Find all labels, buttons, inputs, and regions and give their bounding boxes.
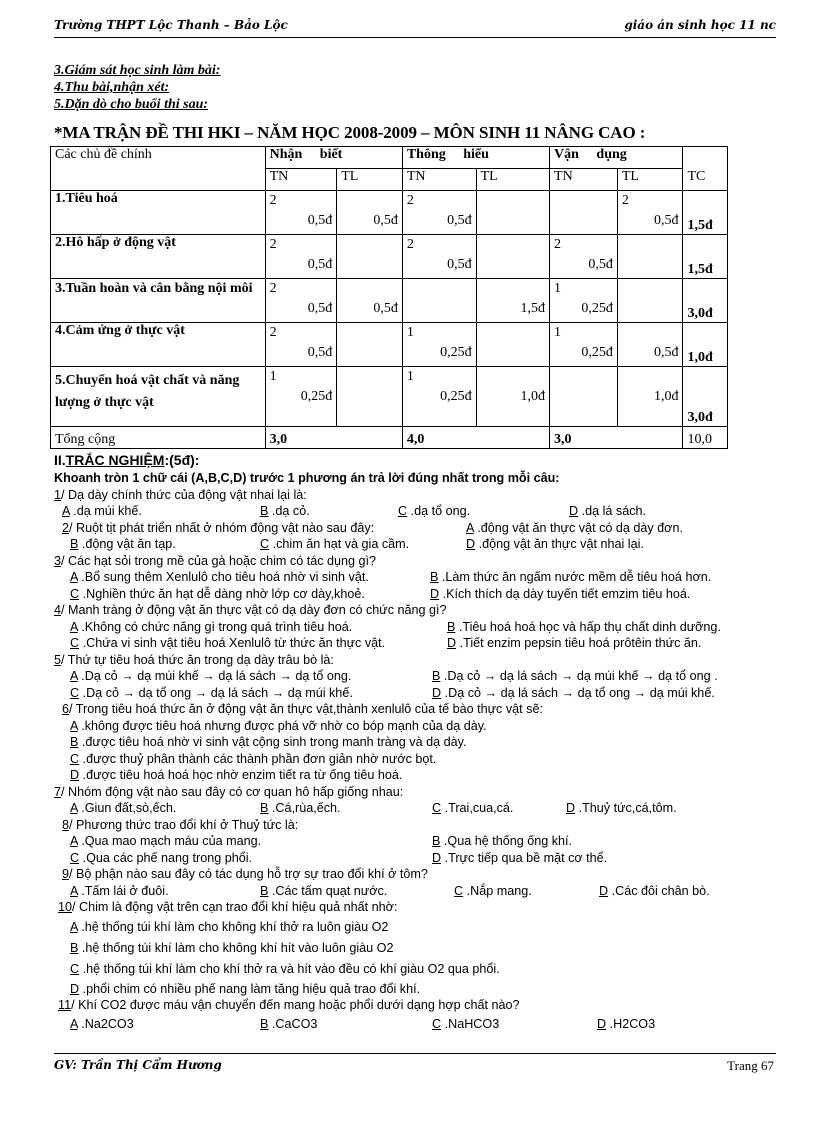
row-total: 3,0đ — [683, 367, 728, 427]
option: A .Na2CO3 — [70, 1017, 134, 1031]
options-row — [54, 619, 784, 636]
row-topic: 3.Tuần hoàn và cân bằng nội môi — [51, 279, 266, 323]
cell: 0,5đ — [617, 323, 683, 367]
matrix-row — [51, 323, 728, 367]
cell — [476, 191, 549, 235]
option: C .Dạ cỏ → dạ tổ ong → dạ lá sách → dạ múi khế. — [70, 685, 353, 700]
option: B .CaCO3 — [260, 1017, 318, 1031]
option: C .Trai,cua,cá. — [432, 801, 514, 815]
instruction: Khoanh tròn 1 chữ cái (A,B,C,D) trước 1 phương án trả lời đúng nhất trong mỗi câu: — [54, 471, 560, 485]
option: A .Bổ sung thêm Xenlulô cho tiêu hoá nhờ vi sinh vật. — [70, 570, 369, 584]
cell — [617, 235, 683, 279]
options-row — [54, 833, 784, 850]
option: C .NaHCO3 — [432, 1017, 500, 1031]
question: 3/ Các hạt sỏi trong mề của gà hoặc chim có tác dụng gì? — [54, 553, 377, 568]
option: A .Qua mao mạch máu của mang. — [70, 834, 262, 848]
matrix-row — [51, 235, 728, 279]
matrix-title: *MA TRẬN ĐỀ THI HKI – NĂM HỌC 2008-2009 – MÔN SINH 11 NÂNG CAO : — [54, 123, 646, 142]
option: C .hệ thống túi khí làm cho khí thở ra và hít vào đều có khí giàu O2 qua phổi. — [70, 961, 500, 976]
option: C .Qua các phế nang trong phổi. — [70, 850, 253, 865]
cell: 2 0,5đ — [402, 235, 476, 279]
total-tc: 10,0 — [683, 427, 728, 449]
page-number: Trang 67 — [727, 1058, 774, 1073]
cell — [337, 323, 403, 367]
cell: 0,5đ — [337, 279, 403, 323]
option: C .dạ tổ ong. — [398, 504, 471, 518]
option: B .Qua hệ thống ống khí. — [432, 834, 573, 848]
cell: 2 0,5đ — [617, 191, 683, 235]
footer-divider — [54, 1053, 776, 1054]
question: 10/ Chim là động vật trên cạn trao đổi khí hiệu quả nhất nhờ: — [58, 900, 398, 914]
cell: 2 0,5đ — [265, 279, 337, 323]
options-row — [54, 536, 784, 553]
step-5: 5.Dặn dò cho buổi thi sau: — [54, 97, 209, 112]
option: B .Làm thức ăn ngấm nước mềm dễ tiêu hoá hơn. — [430, 570, 712, 584]
questions-block — [54, 470, 784, 1033]
options-row — [54, 850, 784, 867]
question: 2/ Ruột tịt phát triển nhất ở nhóm động vật nào sau đây: A .động vật ăn thực vật có dạ dày đơn. — [62, 520, 683, 535]
options-row — [54, 586, 784, 603]
options-row — [54, 800, 784, 817]
option: A .Dạ cỏ → dạ múi khế → dạ lá sách → dạ tổ ong. — [70, 669, 352, 683]
option: A .động vật ăn thực vật có dạ dày đơn. — [466, 520, 683, 535]
option: D .dạ lá sách. — [569, 504, 647, 518]
cell: 2 0,5đ — [265, 323, 337, 367]
th-tl: TL — [476, 169, 549, 191]
cell: 1 0,25đ — [550, 279, 618, 323]
option: D .Trực tiếp qua bề mặt cơ thể. — [432, 850, 608, 865]
matrix-row — [51, 279, 728, 323]
options-row — [54, 685, 784, 702]
cell: 1 0,25đ — [402, 367, 476, 427]
option: B .Các tấm quạt nước. — [260, 883, 388, 898]
row-total: 1,0đ — [683, 323, 728, 367]
matrix-row — [51, 191, 728, 235]
row-topic: 4.Cảm ứng ở thực vật — [51, 323, 266, 367]
option: B .động vật ăn tạp. — [70, 537, 176, 551]
question: 11/ Khí CO2 được máu vận chuyển đến mang hoặc phổi dưới dạng hợp chất nào? — [58, 997, 520, 1012]
option: D .được tiêu hoá hoá học nhờ enzim tiết ra từ ống tiêu hoá. — [70, 768, 403, 782]
row-topic: 1.Tiêu hoá — [51, 191, 266, 235]
option: D .Thuỷ tức,cá,tôm. — [566, 801, 677, 815]
th-application: Vận dụng — [550, 147, 683, 169]
cell: 1,0đ — [476, 367, 549, 427]
cell: 1,0đ — [617, 367, 683, 427]
option: A .không được tiêu hoá nhưng được phá vỡ nhờ co bóp mạnh của dạ dày. — [70, 718, 487, 733]
total-label: Tổng cộng — [51, 427, 266, 449]
matrix-total-row — [51, 427, 728, 449]
th-tn: TN — [550, 169, 618, 191]
question: 5/ Thứ tự tiêu hoá thức ăn trong dạ dày trâu bò là: — [54, 652, 334, 667]
row-total: 3,0đ — [683, 279, 728, 323]
option: D .H2CO3 — [597, 1017, 656, 1031]
th-topic: Các chủ đề chính — [51, 147, 266, 191]
option: A .Giun đất,sò,ếch. — [70, 801, 177, 815]
cell: 2 0,5đ — [550, 235, 618, 279]
cell — [617, 279, 683, 323]
cell — [550, 191, 618, 235]
option: C .được thuỷ phân thành các thành phần đơn giản nhờ nước bọt. — [70, 751, 437, 766]
school-name: Trường THPT Lộc Thanh – Bảo Lộc — [54, 18, 288, 32]
options-row — [54, 635, 784, 652]
step-4: 4.Thu bài,nhận xét: — [54, 80, 170, 95]
options-row — [54, 668, 784, 685]
cell: 2 0,5đ — [265, 235, 337, 279]
option: A .dạ múi khế. — [62, 504, 142, 518]
cell — [550, 367, 618, 427]
option: C .Nắp mang. — [454, 883, 532, 898]
option: D .Các đôi chân bò. — [599, 883, 710, 898]
question: 6/ Trong tiêu hoá thức ăn ở động vật ăn thực vật,thành xenlulô của tế bào thực vật sẽ: — [62, 702, 543, 716]
th-tc-top — [683, 147, 728, 169]
th-tc: TC — [683, 169, 728, 191]
cell — [476, 235, 549, 279]
option: B .Dạ cỏ → dạ lá sách → dạ múi khế → dạ tổ ong . — [432, 669, 718, 683]
cell: 1 0,25đ — [402, 323, 476, 367]
question: 1/ Dạ dày chính thức của động vật nhai lại là: — [54, 487, 307, 502]
cell: 2 0,5đ — [265, 191, 337, 235]
header-divider — [54, 37, 776, 38]
cell — [476, 323, 549, 367]
th-recognition: Nhận biết — [265, 147, 402, 169]
th-tn: TN — [265, 169, 337, 191]
option: A .Tấm lái ở đuôi. — [70, 883, 169, 898]
th-tl: TL — [617, 169, 683, 191]
th-tn: TN — [402, 169, 476, 191]
option: D .động vật ăn thực vật nhai lại. — [466, 537, 644, 551]
question: 4/ Manh tràng ở động vật ăn thực vật có dạ dày đơn có chức năng gì? — [54, 603, 447, 617]
option: D .Dạ cỏ → dạ lá sách → dạ tổ ong → dạ múi khế. — [432, 685, 715, 700]
section-heading: II.TRẮC NGHIỆM:(5đ): — [54, 452, 200, 468]
th-tl: TL — [337, 169, 403, 191]
option: A .Không có chức năng gì trong quá trình tiêu hoá. — [70, 619, 353, 634]
cell: 2 0,5đ — [402, 191, 476, 235]
option: B .Tiêu hoá hoá học và hấp thụ chất dinh dưỡng. — [447, 619, 721, 634]
row-topic: 2.Hô hấp ở động vật — [51, 235, 266, 279]
options-row — [54, 569, 784, 586]
option: B .Cá,rùa,ếch. — [260, 801, 341, 815]
question: 8/ Phương thức trao đổi khí ở Thuỷ tức là: — [62, 817, 299, 832]
option: C .chim ăn hạt và gia cầm. — [260, 537, 410, 551]
cell — [337, 367, 403, 427]
exam-matrix-table — [50, 146, 728, 449]
page-header — [54, 14, 776, 36]
options-row — [54, 1013, 784, 1033]
doc-subject: giáo án sinh học 11 nc — [624, 18, 776, 32]
total-understanding: 4,0 — [402, 427, 549, 449]
total-application: 3,0 — [550, 427, 683, 449]
option: D .Tiết enzim pepsin tiêu hoá prôtêin thức ăn. — [447, 636, 702, 650]
cell — [337, 235, 403, 279]
options-row — [54, 503, 784, 520]
option: C .Nghiền thức ăn hạt dễ dàng nhờ lớp cơ dày,khoẻ. — [70, 586, 365, 601]
option: D .phổi chim có nhiều phế nang làm tăng hiệu quả trao đổi khí. — [70, 981, 421, 996]
cell: 1 0,25đ — [265, 367, 337, 427]
cell: 0,5đ — [337, 191, 403, 235]
teacher-name: GV: Trần Thị Cẩm Hương — [54, 1058, 222, 1072]
option: D .Kích thích dạ dày tuyến tiết emzim tiêu hoá. — [430, 586, 691, 601]
options-row — [54, 883, 784, 900]
total-recognition: 3,0 — [265, 427, 402, 449]
matrix-row — [51, 367, 728, 427]
option: A .hệ thống túi khí làm cho không khí thở ra luôn giàu O2 — [70, 919, 389, 934]
question: 9/ Bộ phận nào sau đây có tác dụng hỗ trợ sự trao đổi khí ở tôm? — [62, 867, 428, 881]
cell: 1,5đ — [476, 279, 549, 323]
cell: 1 0,25đ — [550, 323, 618, 367]
cell — [402, 279, 476, 323]
question: 7/ Nhóm động vật nào sau đây có cơ quan hô hấp giống nhau: — [54, 784, 404, 799]
row-total: 1,5đ — [683, 235, 728, 279]
lesson-steps — [54, 62, 220, 113]
option: B .dạ cỏ. — [260, 504, 310, 518]
step-3: 3.Giám sát học sinh làm bài: — [54, 63, 221, 78]
option: B .hệ thống túi khí làm cho không khí hít vào luôn giàu O2 — [70, 940, 394, 955]
option: B .được tiêu hoá nhờ vi sinh vật cộng sinh trong manh tràng và dạ dày. — [70, 735, 467, 749]
option: C .Chứa vi sinh vật tiêu hoá Xenlulô từ thức ăn thực vật. — [70, 636, 386, 650]
row-topic: 5.Chuyển hoá vật chất và năng lượng ở thực vật — [51, 367, 266, 427]
th-understanding: Thông hiểu — [402, 147, 549, 169]
row-total: 1,5đ — [683, 191, 728, 235]
